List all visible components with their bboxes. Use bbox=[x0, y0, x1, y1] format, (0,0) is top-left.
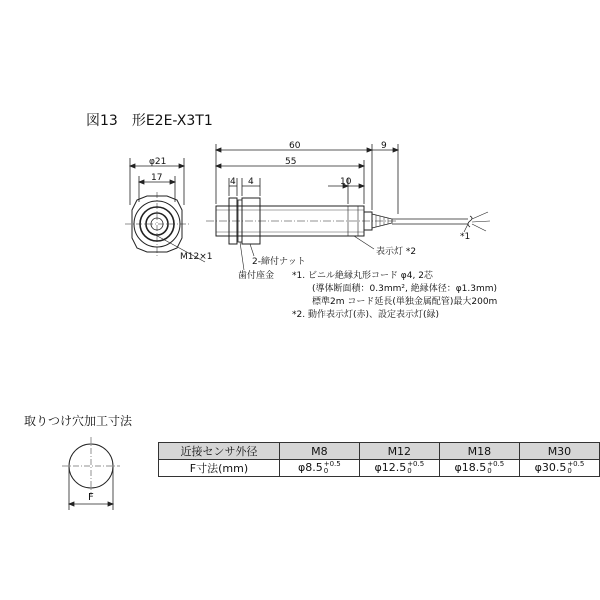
dim-phi21-label: φ21 bbox=[149, 157, 167, 167]
indicator-label: 表示灯 *2 bbox=[376, 247, 417, 257]
side-view bbox=[206, 144, 490, 270]
dim-17-label: 17 bbox=[151, 173, 163, 183]
washer-label: 歯付座金 bbox=[238, 271, 275, 281]
table-row bbox=[159, 460, 600, 477]
dim-4b-label: 4 bbox=[248, 177, 254, 187]
f-value: φ8.5 bbox=[297, 461, 323, 474]
nut-label: 2-締付ナット bbox=[252, 257, 306, 267]
note-2: *2. 動作表示灯(赤)、設定表示灯(緑) bbox=[292, 310, 439, 320]
dim-55-label: 55 bbox=[285, 157, 297, 167]
table-row-label: F寸法(mm) bbox=[159, 460, 280, 477]
f-dimension-label: F bbox=[88, 492, 94, 503]
thread-label: M12×1 bbox=[180, 252, 213, 262]
tolerance bbox=[407, 461, 424, 475]
tolerance-upper: +0.5 bbox=[323, 460, 341, 468]
tolerance bbox=[324, 461, 341, 475]
figure-title: 図13 形E2E-X3T1 bbox=[86, 113, 213, 129]
note-1-line-2: (導体断面積：0.3mm², 絶縁体径：φ1.3mm) bbox=[312, 284, 497, 294]
f-value: φ18.5 bbox=[454, 461, 487, 474]
tolerance-upper: +0.5 bbox=[487, 460, 505, 468]
tolerance-lower: 0 bbox=[323, 467, 329, 475]
tolerance bbox=[487, 461, 504, 475]
table-cell-m8 bbox=[279, 460, 359, 477]
tolerance-lower: 0 bbox=[567, 467, 572, 475]
table-cell-m30 bbox=[519, 460, 599, 477]
tolerance-lower: 0 bbox=[407, 467, 412, 475]
table-cell-m12 bbox=[359, 460, 439, 477]
table-cell-m18 bbox=[439, 460, 519, 477]
note-1-line-3: 標準2m コード延長(単独金属配管)最大200m bbox=[312, 297, 498, 307]
note-1-line-1: *1. ビニル絶縁丸形コード φ4, 2芯 bbox=[292, 271, 433, 281]
table-size-m18: M18 bbox=[439, 443, 519, 460]
front-view bbox=[125, 158, 205, 262]
hole-size-table bbox=[158, 442, 600, 477]
tolerance bbox=[567, 461, 584, 475]
tolerance-upper: +0.5 bbox=[567, 460, 585, 468]
cable-note-mark: *1 bbox=[460, 232, 471, 242]
dim-9-label: 9 bbox=[381, 141, 387, 151]
table-size-m12: M12 bbox=[359, 443, 439, 460]
table-size-m8: M8 bbox=[279, 443, 359, 460]
mounting-title: 取りつけ穴加工寸法 bbox=[24, 414, 133, 428]
table-header-label: 近接センサ外径 bbox=[159, 443, 280, 460]
table-header-row bbox=[159, 443, 600, 460]
table-size-m30: M30 bbox=[519, 443, 599, 460]
dim-60-label: 60 bbox=[289, 141, 301, 151]
tolerance-lower: 0 bbox=[487, 467, 492, 475]
dim-4-label: 4 bbox=[230, 177, 236, 187]
f-value: φ12.5 bbox=[374, 461, 407, 474]
f-value: φ30.5 bbox=[534, 461, 567, 474]
dim-10-label: 10 bbox=[340, 177, 352, 187]
tolerance-upper: +0.5 bbox=[407, 460, 425, 468]
